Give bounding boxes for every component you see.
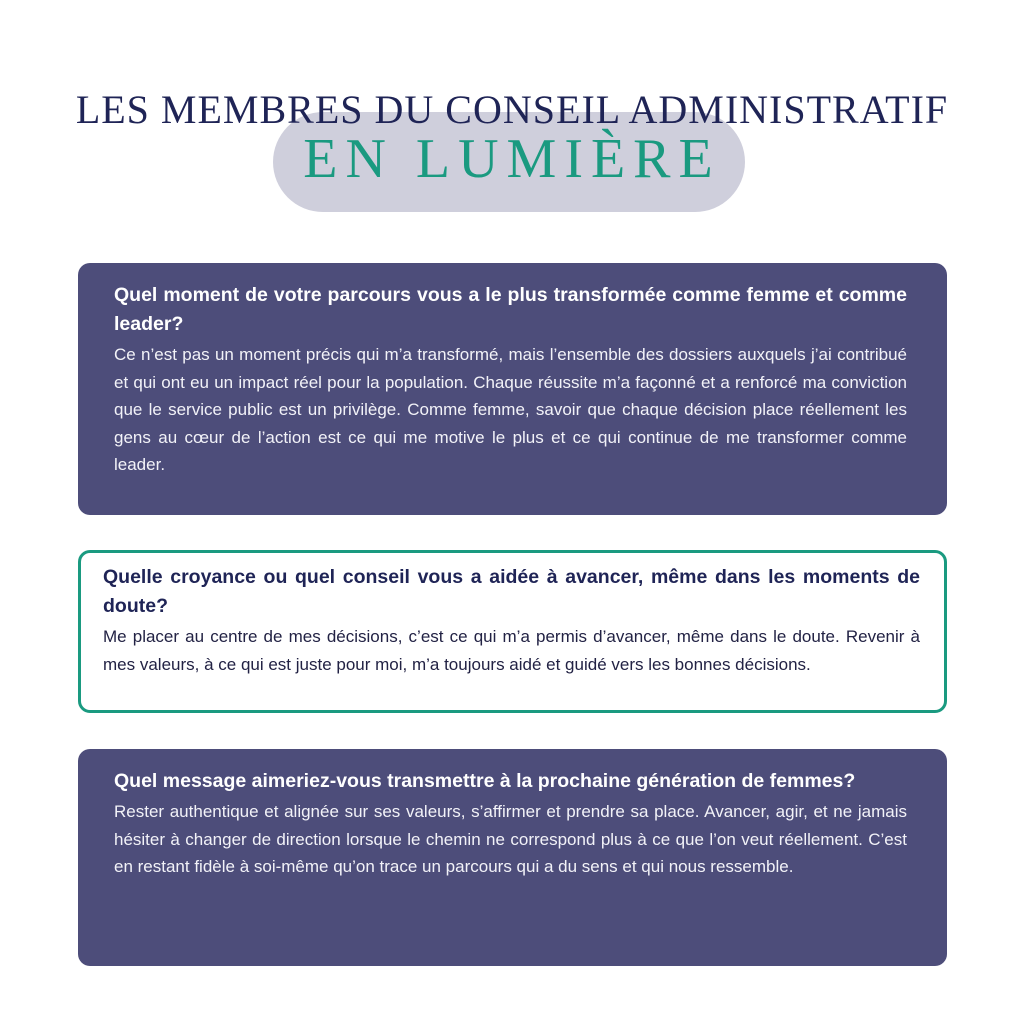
qa-answer: Ce n’est pas un moment précis qui m’a transformé, mais l’ensemble des dossiers auxquels j’ai contribué et qui ont eu un impact réel pour la population. Chaque réussite m’a façonné et a renforcé ma conviction que le service public est un privilège. Comme femme, savoir que chaque décision place réellement les gens au cœur de l’action est ce qui me motive le plus et ce qui continue de me transformer comme leader. [114, 345, 907, 474]
qa-card-1 [78, 263, 947, 515]
page-subtitle-highlight: EN LUMIÈRE [303, 128, 721, 190]
qa-question: Quel message aimeriez-vous transmettre à la prochaine génération de femmes? [114, 770, 856, 792]
qa-question: Quelle croyance ou quel conseil vous a aidée à avancer, même dans les moments de doute? [103, 566, 920, 617]
qa-card-3 [78, 749, 947, 966]
page-title: LES MEMBRES DU CONSEIL ADMINISTRATIF [75, 87, 949, 132]
qa-answer: Rester authentique et alignée sur ses valeurs, s’affirmer et prendre sa place. Avancer, agir, et ne jamais hésiter à changer de direction lorsque le chemin ne correspond plus à ce que l’on veut réellement. C’est en restant fidèle à soi-même qu’on trace un parcours qui a du sens et qui nous ressemble. [114, 802, 907, 876]
page-header [0, 0, 1024, 230]
qa-card-2 [78, 550, 947, 713]
qa-answer: Me placer au centre de mes décisions, c’est ce qui m’a permis d’avancer, même dans le doute. Revenir à mes valeurs, à ce qui est juste pour moi, m’a toujours aidé et guidé vers les bonnes décisions. [103, 627, 920, 674]
qa-question: Quel moment de votre parcours vous a le plus transformée comme femme et comme leader? [114, 284, 907, 335]
